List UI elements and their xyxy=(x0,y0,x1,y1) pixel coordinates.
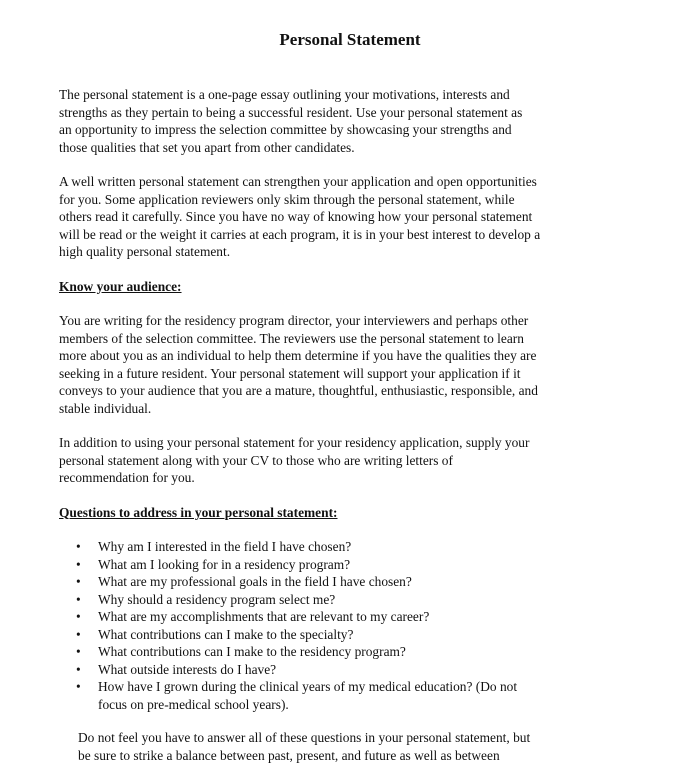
bullet-icon: • xyxy=(76,591,81,609)
text-line: stable individual. xyxy=(59,400,549,418)
section-heading-questions: Questions to address in your personal statement: xyxy=(59,504,549,522)
list-item xyxy=(59,538,549,556)
list-item-text: What am I looking for in a residency program? xyxy=(98,557,350,572)
list-item-text: What outside interests do I have? xyxy=(98,662,276,677)
text-line: an opportunity to impress the selection committee by showcasing your strengths and xyxy=(59,121,549,139)
list-item xyxy=(59,643,549,661)
list-item-text: What are my accomplishments that are relevant to my career? xyxy=(98,609,429,624)
bullet-icon: • xyxy=(76,538,81,556)
text-line: recommendation for you. xyxy=(59,469,549,487)
bullet-icon: • xyxy=(76,573,81,591)
closing-paragraph xyxy=(59,729,549,764)
list-item-text-continued: focus on pre-medical school years). xyxy=(98,696,549,714)
bullet-icon: • xyxy=(76,678,81,696)
list-item xyxy=(59,591,549,609)
text-line: those qualities that set you apart from other candidates. xyxy=(59,139,549,157)
text-line: strengths as they pertain to being a successful resident. Use your personal statement as xyxy=(59,104,549,122)
bullet-icon: • xyxy=(76,643,81,661)
list-item xyxy=(59,573,549,591)
text-line: In addition to using your personal statement for your residency application, supply your xyxy=(59,434,549,452)
text-line: Do not feel you have to answer all of these questions in your personal statement, but xyxy=(78,729,549,747)
text-line: members of the selection committee. The reviewers use the personal statement to learn xyxy=(59,330,549,348)
list-item-text: What are my professional goals in the field I have chosen? xyxy=(98,574,412,589)
text-line: conveys to your audience that you are a mature, thoughtful, enthusiastic, responsible, and xyxy=(59,382,549,400)
text-line: personal statement along with your CV to those who are writing letters of xyxy=(59,452,549,470)
text-line: for you. Some application reviewers only skim through the personal statement, while xyxy=(59,191,549,209)
list-item-text: How have I grown during the clinical years of my medical education? (Do not xyxy=(98,678,549,696)
list-item xyxy=(59,608,549,626)
bullet-icon: • xyxy=(76,626,81,644)
text-line: others read it carefully. Since you have no way of knowing how your personal statement xyxy=(59,208,549,226)
list-item-text: What contributions can I make to the specialty? xyxy=(98,627,353,642)
list-item xyxy=(59,661,549,679)
audience-paragraph-2 xyxy=(59,434,549,487)
audience-paragraph-1 xyxy=(59,312,549,417)
text-line: will be read or the weight it carries at each program, it is in your best interest to develop a xyxy=(59,226,549,244)
text-line: high quality personal statement. xyxy=(59,243,549,261)
list-item xyxy=(59,556,549,574)
questions-list xyxy=(59,538,549,713)
list-item xyxy=(59,678,549,713)
section-heading-audience: Know your audience: xyxy=(59,278,549,296)
list-item-text: Why should a residency program select me? xyxy=(98,592,335,607)
bullet-icon: • xyxy=(76,661,81,679)
bullet-icon: • xyxy=(76,556,81,574)
page-title: Personal Statement xyxy=(0,30,700,50)
text-line: more about you as an individual to help them determine if you have the qualities they are xyxy=(59,347,549,365)
text-line: You are writing for the residency program director, your interviewers and perhaps other xyxy=(59,312,549,330)
intro-paragraph-1 xyxy=(59,86,549,156)
intro-paragraph-2 xyxy=(59,173,549,261)
list-item xyxy=(59,626,549,644)
document-body xyxy=(59,86,549,764)
list-item-text: What contributions can I make to the residency program? xyxy=(98,644,406,659)
text-line: The personal statement is a one-page essay outlining your motivations, interests and xyxy=(59,86,549,104)
text-line: be sure to strike a balance between past, present, and future as well as between xyxy=(78,747,549,764)
list-item-text: Why am I interested in the field I have chosen? xyxy=(98,539,351,554)
text-line: A well written personal statement can strengthen your application and open opportunities xyxy=(59,173,549,191)
text-line: seeking in a future resident. Your personal statement will support your application if it xyxy=(59,365,549,383)
bullet-icon: • xyxy=(76,608,81,626)
